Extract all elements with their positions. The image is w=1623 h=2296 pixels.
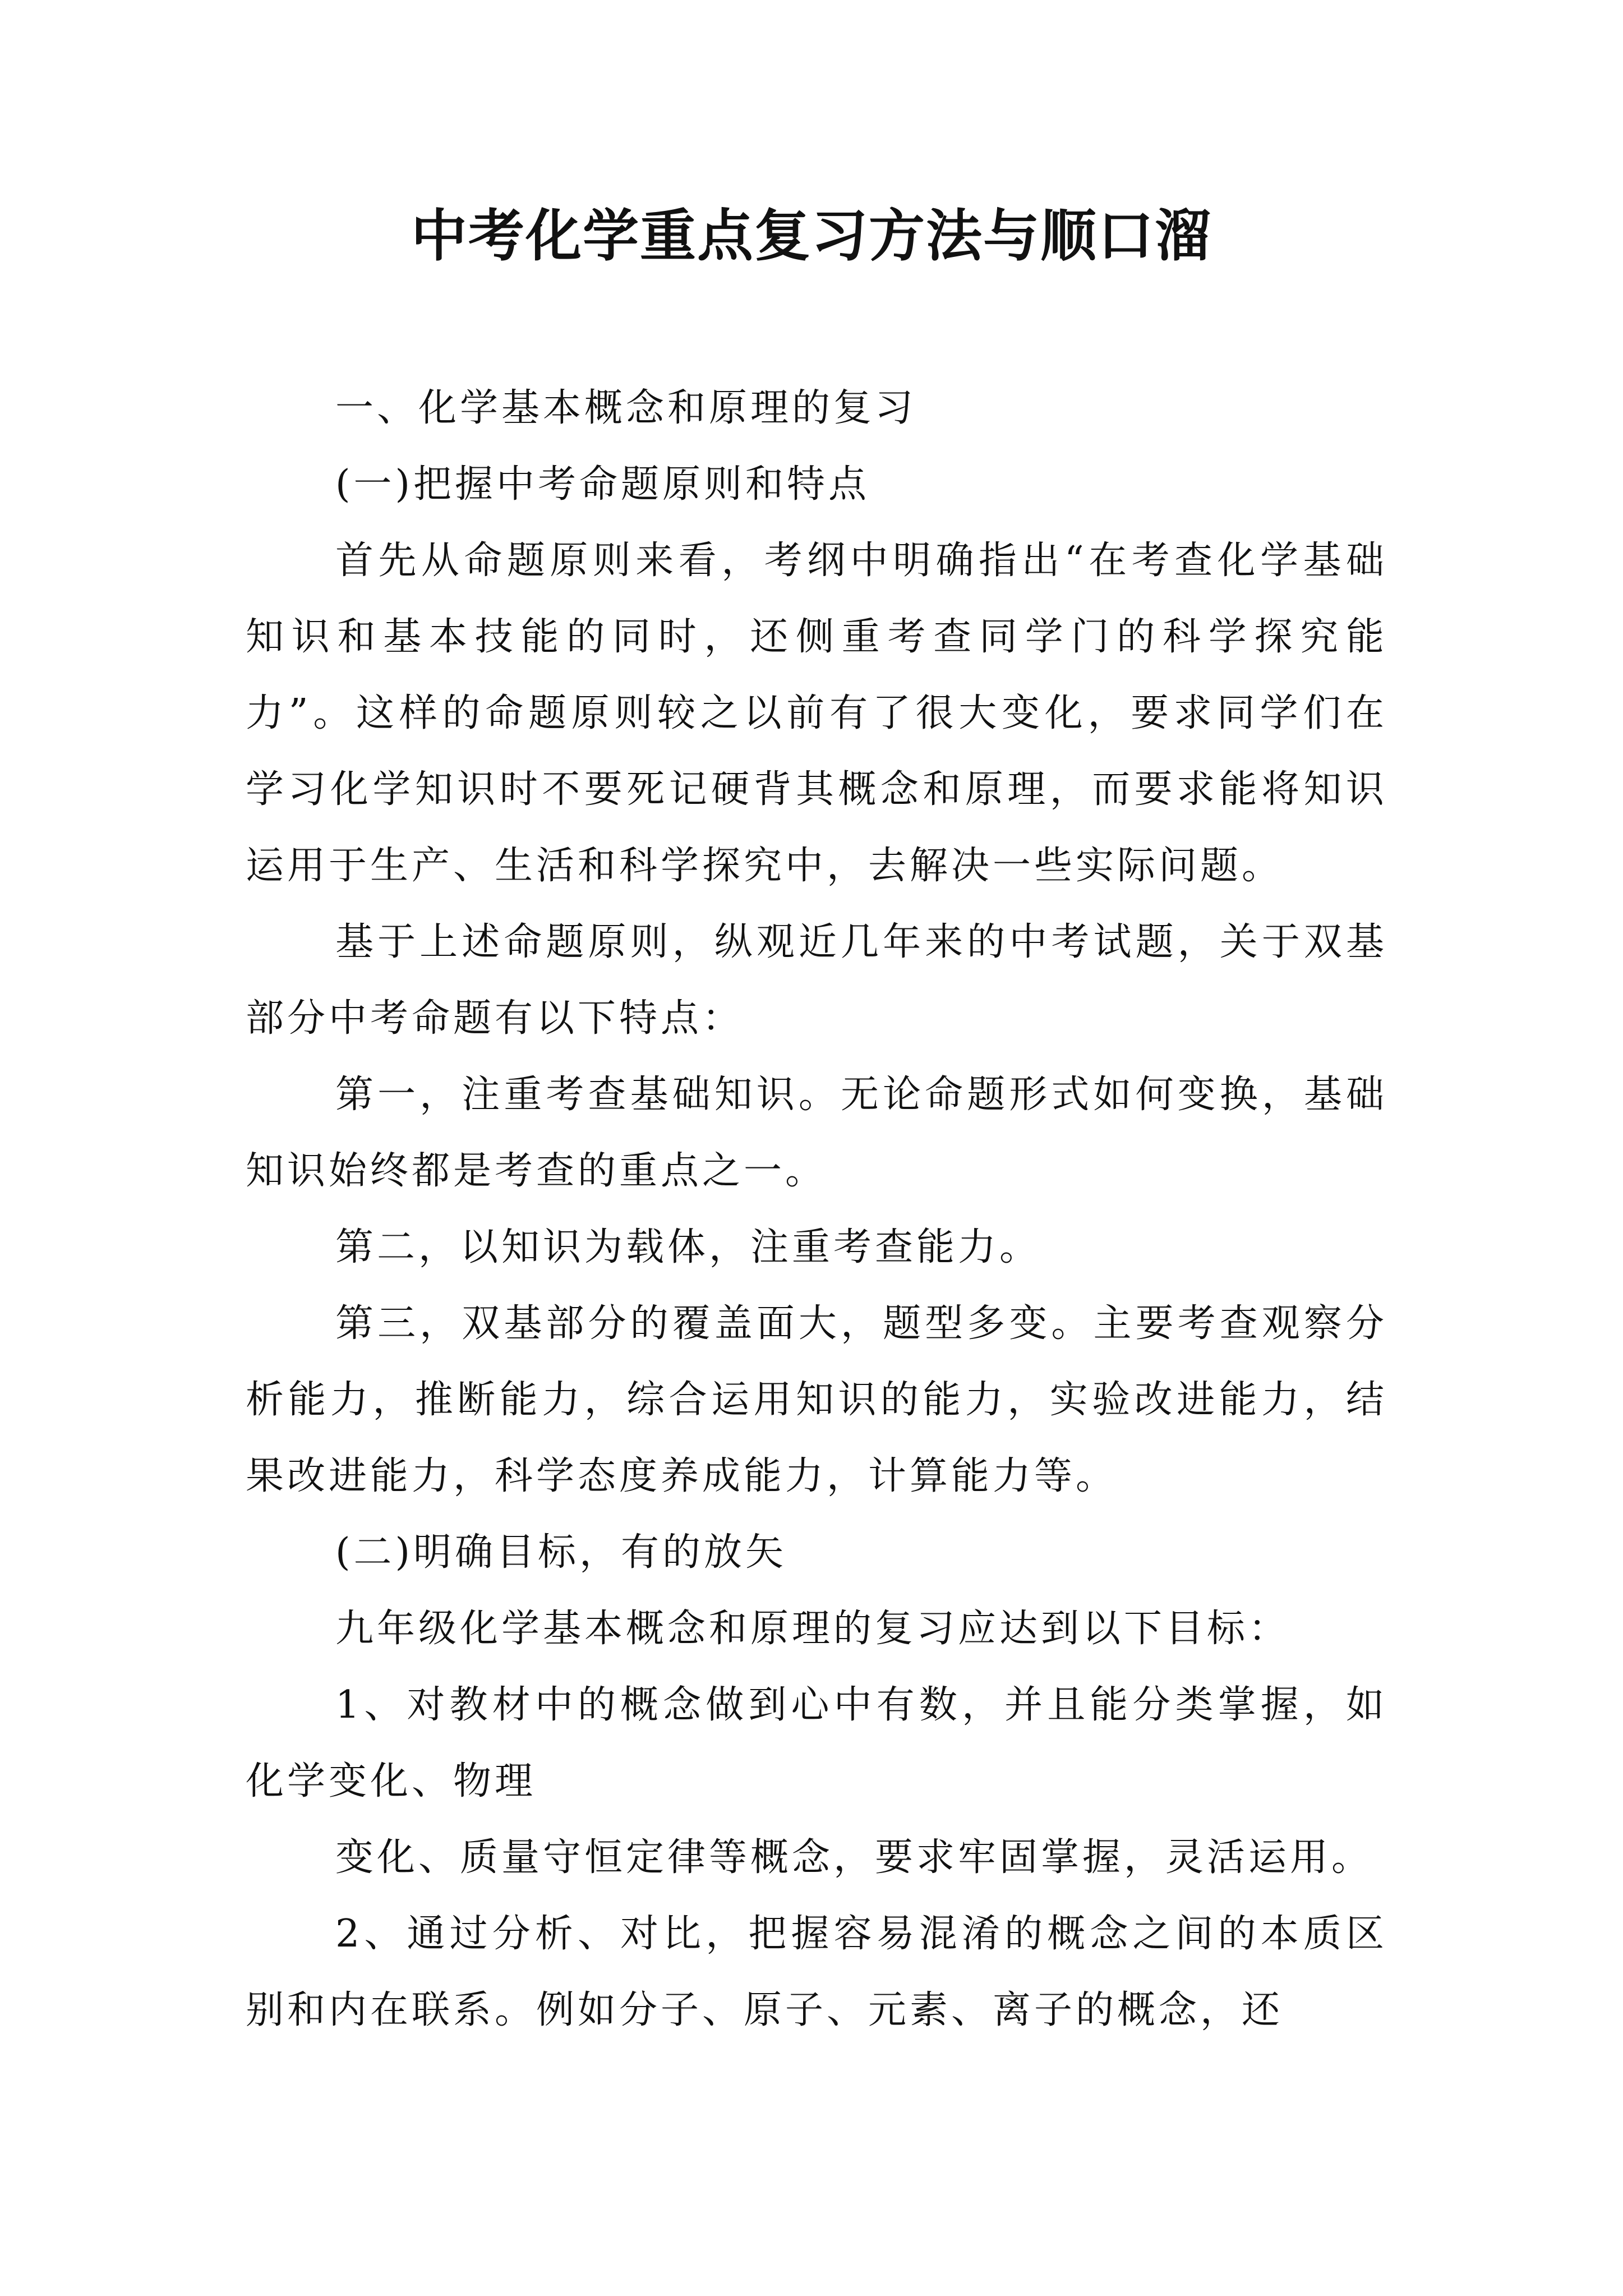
paragraph: 首先从命题原则来看，考纲中明确指出“在考查化学基础知识和基本技能的同时，还侧重考查同学门的科学探究能力”。这样的命题原则较之以前有了很大变化，要求同学们在学习化学知识时不要死记硬背其概念和原理，而要求能将知识运用于生产、生活和科学探究中，去解决一些实际问题。 xyxy=(246,539,1387,888)
document-title: 中考化学重点复习方法与顺口溜 xyxy=(411,203,1212,269)
paragraph: 第三，双基部分的覆盖面大，题型多变。主要考查观察分析能力，推断能力，综合运用知识的能力，实验改进能力，结果改进能力，科学态度养成能力，计算能力等。 xyxy=(246,1301,1387,1498)
paragraph: 变化、质量守恒定律等概念，要求牢固掌握，灵活运用。 xyxy=(335,1835,1373,1880)
paragraph: 第二，以知识为载体，注重考查能力。 xyxy=(335,1225,1041,1269)
section-heading: 一、化学基本概念和原理的复习 xyxy=(335,386,917,430)
subsection-heading: (一)把握中考命题原则和特点 xyxy=(335,462,870,507)
paragraph: 九年级化学基本概念和原理的复习应达到以下目标： xyxy=(335,1607,1290,1651)
list-item: 2、通过分析、对比，把握容易混淆的概念之间的本质区别和内在联系。例如分子、原子、元素、离子的概念，还 xyxy=(246,1912,1387,2032)
paragraph: 基于上述命题原则，纵观近几年来的中考试题，关于双基部分中考命题有以下特点： xyxy=(246,920,1387,1041)
document-body xyxy=(246,370,1387,2049)
list-item: 1、对教材中的概念做到心中有数，并且能分类掌握，如化学变化、物理 xyxy=(246,1683,1387,1803)
subsection-heading: (二)明确目标，有的放矢 xyxy=(335,1530,787,1575)
paragraph: 第一，注重考查基础知识。无论命题形式如何变换，基础知识始终都是考查的重点之一。 xyxy=(246,1073,1387,1193)
